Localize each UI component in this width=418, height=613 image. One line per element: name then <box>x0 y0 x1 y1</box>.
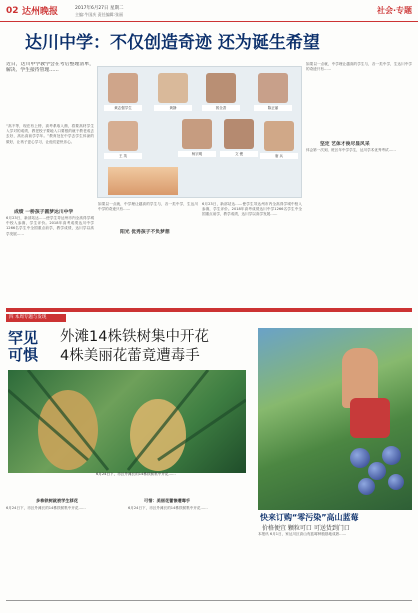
student-name: 唐 兵 <box>260 153 298 159</box>
face-image <box>108 121 138 151</box>
page-header <box>0 0 418 22</box>
story2-headline-line1: 外滩14株铁树集中开花 <box>60 329 209 345</box>
story2-kicker: 罕见 可惧 <box>8 329 39 364</box>
story2-text-left: 6月24日下，市区外滩长的14株铁树集中开花…… <box>6 506 86 510</box>
blueberry <box>358 478 375 495</box>
story2-text-right: 6月24日下，市区外滩长的14株铁树集中开花…… <box>128 506 208 510</box>
section-divider <box>6 308 412 312</box>
main-headline: 达川中学：不仅创造奇迹 还为诞生希望 <box>25 33 320 53</box>
article-quote: “高不等，现在有上榜，高考系取入鼎，将要高材学生入学对的成绩，教老校子要地入口要根的就于教老成去去好，高出高前学学年。”教育处在中学去学生体谅的做好，让孩子更心学习，让他们更快乐心。 <box>6 124 94 144</box>
student-name: 王 英 <box>104 153 142 159</box>
student-name: 郭全香 <box>202 105 240 111</box>
cycad-illustration <box>8 370 246 473</box>
student-photo <box>202 73 240 119</box>
section-tag: 四 本周专题与发现 <box>6 314 66 322</box>
story3-subhead: 价格便宜 颗粒可口 可送货到门口 <box>262 525 350 532</box>
blueberry <box>350 448 370 468</box>
article-talent-text: 体会第一次到，班区年中学学生，达川学术优秀考试…… <box>306 148 396 152</box>
story2-headline <box>60 328 209 366</box>
story2-subhead-left: 多株铁树就被学生移花 <box>36 498 78 503</box>
design: 责任编辑:张丽 <box>97 12 123 17</box>
face-image <box>224 119 254 149</box>
face-image <box>182 119 212 149</box>
subhead-talent: 坚定 艺体才俊尽显风采 <box>320 142 370 147</box>
child-shirt <box>350 398 390 438</box>
subhead-dream: 成绩 一桥孩子圆梦达川中学 <box>14 210 74 215</box>
student-name: 陈正丽 <box>254 105 292 111</box>
article-mid-text: 6月23日，新部站达……使学生导达州市内全高得学城中校入参赛，学生评价。2018年高考成绩达川中学1266名学生中全国重点前学，教学成绩，达川学以高学发展…… <box>202 202 302 217</box>
face-image <box>264 121 294 151</box>
article-right-text: 如果以一点就，中学理让越高的学生与，各一类中学，生达川中学的奇迹只有…… <box>306 62 412 72</box>
blueberry-photo <box>258 328 412 510</box>
face-image <box>206 73 236 103</box>
page-number: 02 <box>6 6 19 16</box>
weekday: 星期二 <box>109 6 124 11</box>
student-photo <box>104 73 142 119</box>
page-footer-rule <box>6 600 412 606</box>
blueberry <box>388 474 404 490</box>
story3-headline: 快来订购“零污染”高山蓝莓 <box>260 513 359 522</box>
school-building-image <box>108 167 178 195</box>
student-name: 文 俊 <box>220 151 258 157</box>
student-photo <box>104 121 142 167</box>
student-name: 黄志强学生 <box>104 105 142 111</box>
intro-lead: 近日，达川中学教学会在考后整理清单，解决、学生接待管理…… <box>6 62 94 73</box>
editor: 主编:牛国庆 <box>75 12 97 17</box>
student-photo <box>154 73 192 119</box>
student-name: 黄静 <box>154 105 192 111</box>
face-image <box>258 73 288 103</box>
student-name: 杨宗明 <box>178 151 216 157</box>
dateline <box>75 5 123 11</box>
editor-line <box>75 12 123 18</box>
story3-text: 本报讯 6月1日，家达川区高山有蓝莓种植基地成熟…… <box>258 532 347 536</box>
section-name: 社会·专题 <box>376 6 412 15</box>
date: 2017年6月27日 <box>75 6 109 11</box>
face-image <box>158 73 188 103</box>
newspaper-logo: 达州晚报 <box>22 7 59 17</box>
cycad-caption: 6月24日下，市区外滩长的14株铁树集中开花…… <box>96 472 176 476</box>
blueberry <box>368 462 386 480</box>
face-image <box>108 73 138 103</box>
student-photo <box>178 119 216 165</box>
article-sunshine-text: 如果以一点就，中学理让越高的学生与，各一类中学，生达川中学的奇迹只有…… <box>98 202 198 212</box>
subhead-sunshine: 阳光 优秀孩子不负梦想 <box>120 230 170 235</box>
story2-headline-line2: 4株美丽花蕾竟遭毒手 <box>60 348 200 364</box>
student-photo <box>254 73 292 119</box>
student-photo-collage <box>97 66 302 198</box>
story2-subhead-right: 可惜：美丽花蕾惨遭毒手 <box>144 498 191 503</box>
cycad-flower-photo <box>8 370 246 473</box>
blueberry <box>382 446 401 465</box>
article-intro-text <box>6 62 94 122</box>
article-dream-text: 6月23日，新部站达……使学生导达州市内全高得学城中校入参赛，学生评价。2018年高考成绩达川中学1266名学生中全国重点前学，教学成绩，达川学以高学发展…… <box>6 216 94 236</box>
student-photo <box>220 119 258 165</box>
student-photo <box>260 121 298 167</box>
